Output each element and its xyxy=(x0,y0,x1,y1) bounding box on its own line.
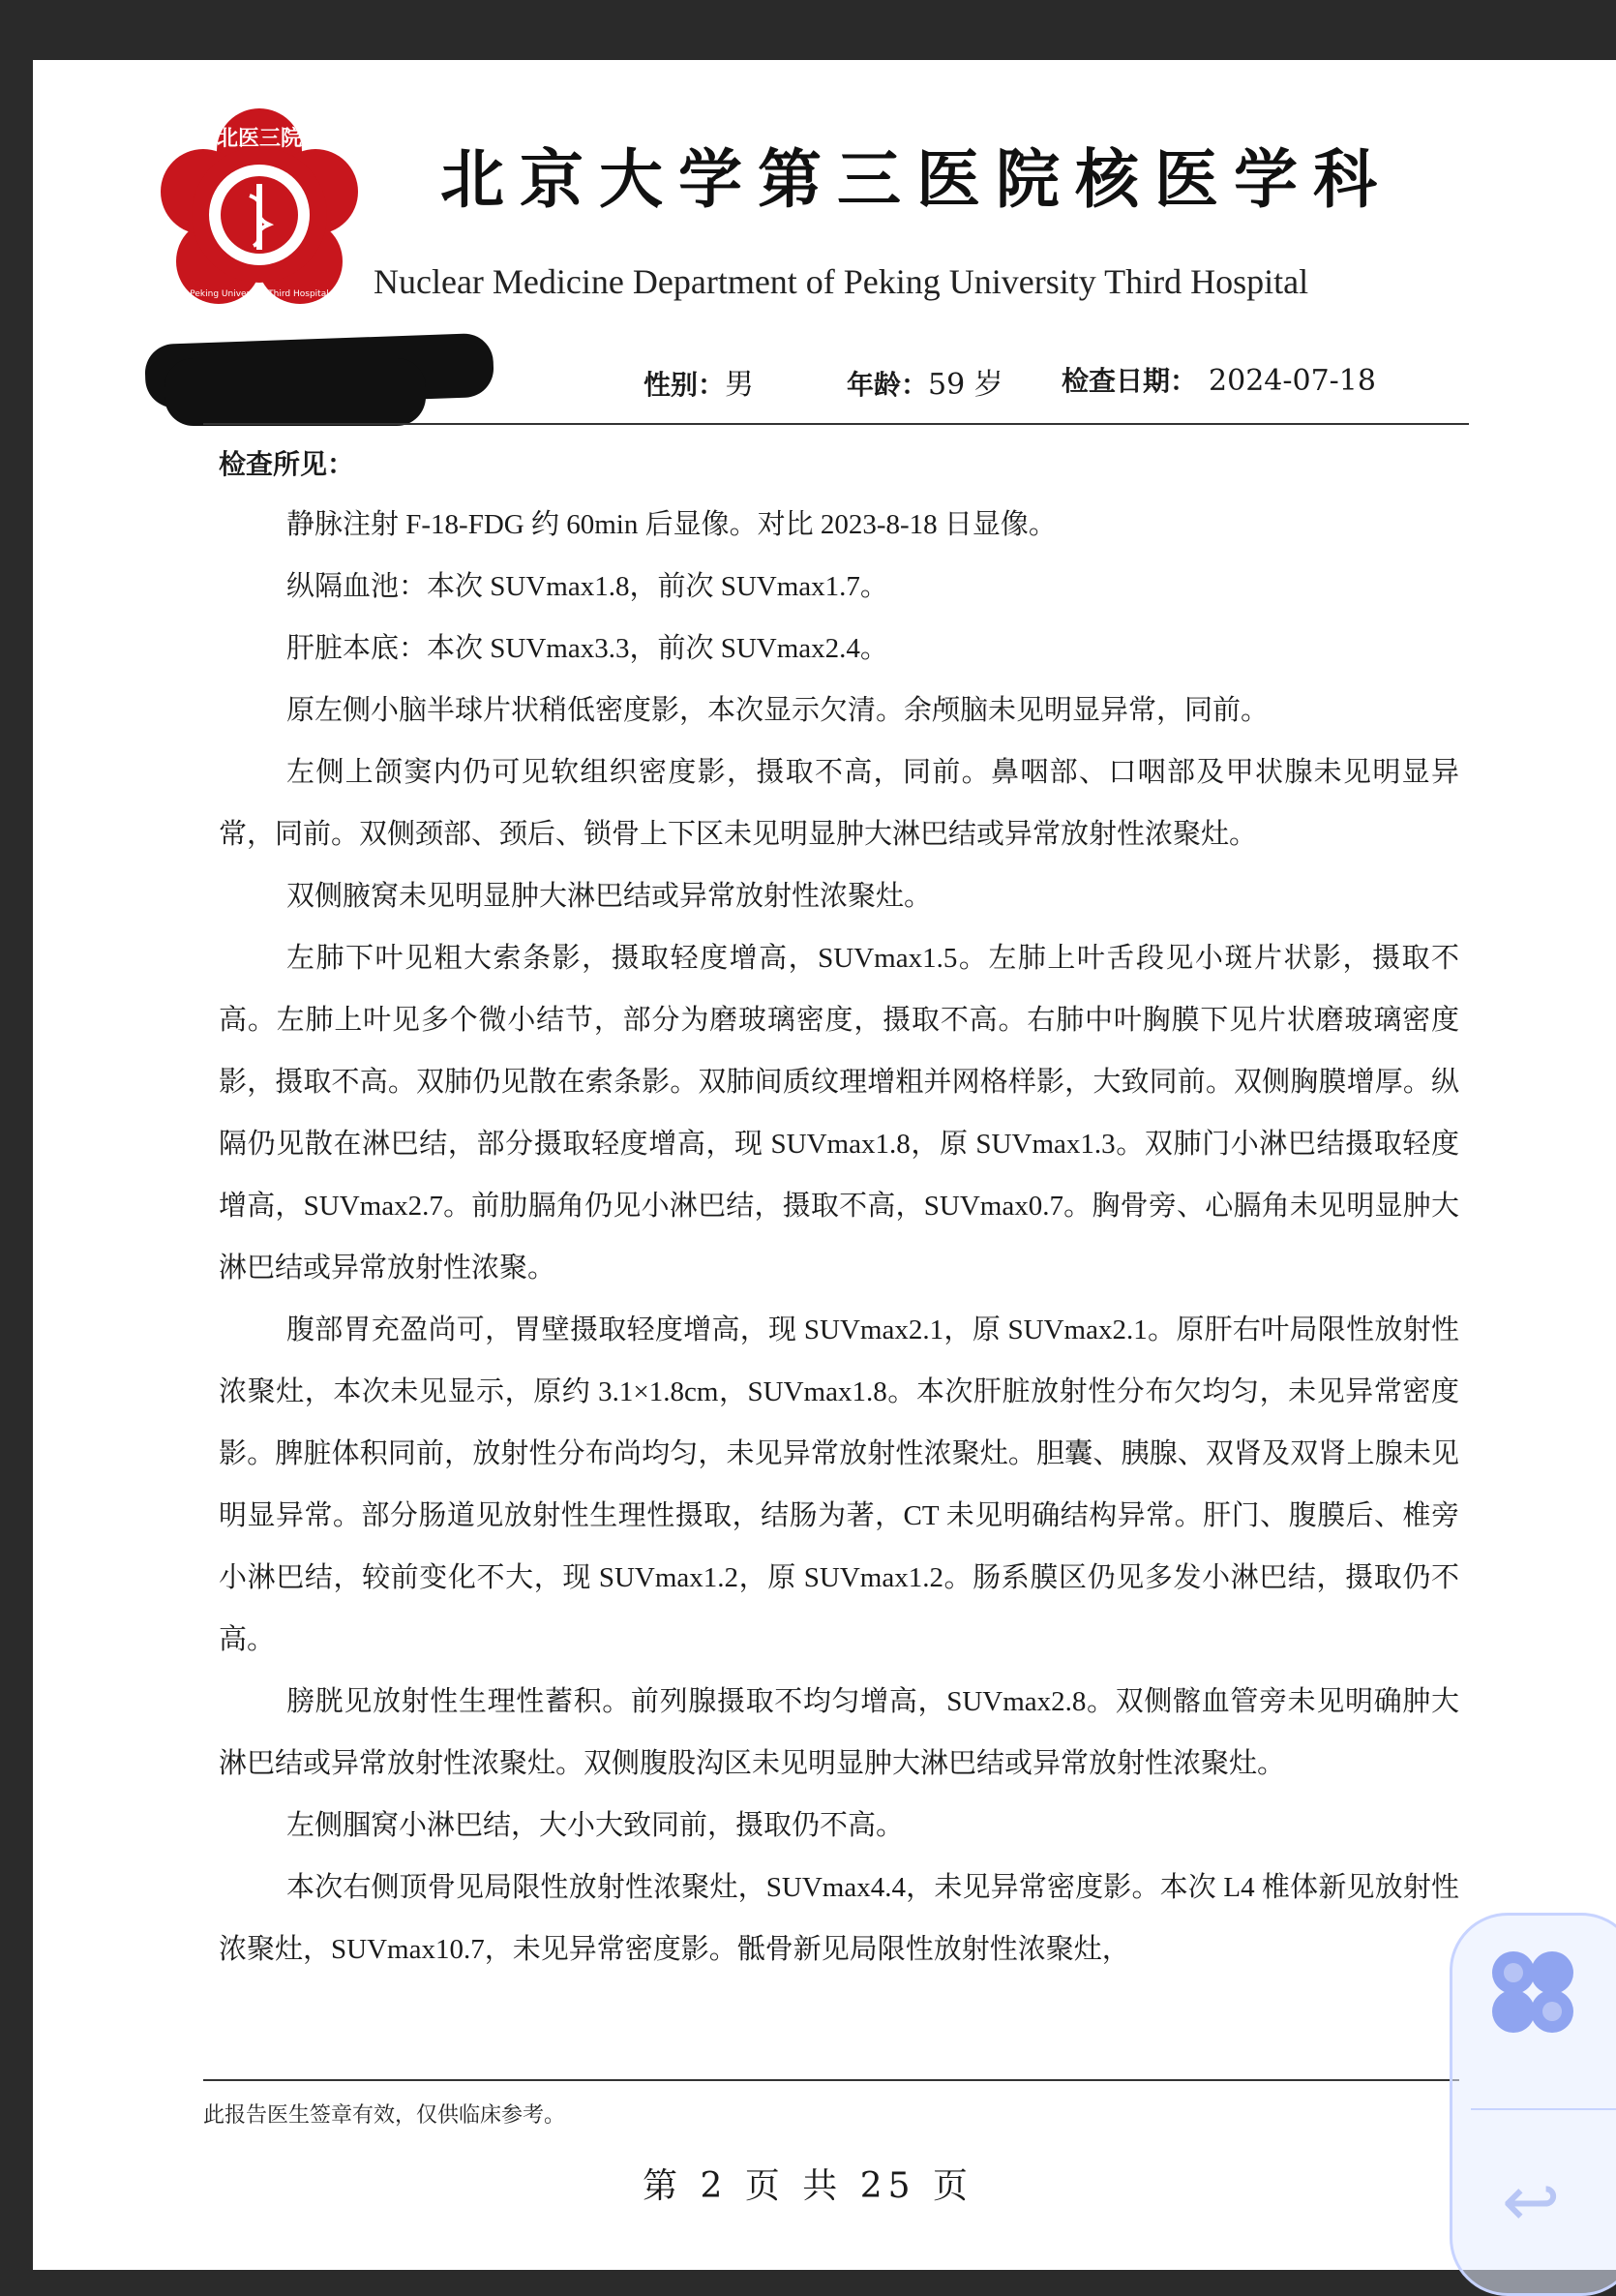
finding-paragraph: 肝脏本底：本次 SUVmax3.3，前次 SUVmax2.4。 xyxy=(286,633,888,664)
exam-date-label: 检查日期： xyxy=(1062,365,1198,397)
finding-paragraph: 双侧腋窝未见明显肿大淋巴结或异常放射性浓聚灶。 xyxy=(286,881,933,912)
svg-text:1958: 1958 xyxy=(248,303,271,313)
page-indicator: 第 2 页 共 25 页 xyxy=(643,2166,973,2206)
finding-paragraph: 纵隔血池：本次 SUVmax1.8，前次 SUVmax1.7。 xyxy=(286,571,888,602)
hospital-title-en: Nuclear Medicine Department of Peking University Third Hospital xyxy=(374,262,1309,301)
svg-text:北医三院: 北医三院 xyxy=(216,126,303,151)
toolbar-separator xyxy=(1471,2108,1616,2110)
findings-body xyxy=(219,494,1459,1980)
header-divider xyxy=(203,423,1469,425)
finding-paragraph: 腹部胃充盈尚可，胃壁摄取轻度增高，现 SUVmax2.1，原 SUVmax2.1。原肝右叶局限性放射性浓聚灶，本次未见显示，原约 3.1×1.8cm，SUVmax1.8。本次肝脏放射性分布欠均匀，未见异常密度影。脾脏体积同前，放射性分布尚均匀，未见异常放射性浓聚灶。胆囊、胰腺、双肾及双肾上腺未见明显异常。部分肠道见放射性生理性摄取，结肠为著，CT 未见明确结构异常。肝门、腹膜后、椎旁小淋巴结，较前变化不大，现 SUVmax1.2，原 SUVmax1.2。肠系膜区仍见多发小淋巴结，摄取仍不高。 xyxy=(219,1314,1459,1655)
age-label: 年龄： xyxy=(847,369,929,401)
gender-field xyxy=(643,360,754,403)
svg-text:Peking University Third Hospit: Peking University Third Hospital xyxy=(190,289,329,299)
finding-paragraph: 左侧上颌窦内仍可见软组织密度影，摄取不高，同前。鼻咽部、口咽部及甲状腺未见明显异常，同前。双侧颈部、颈后、锁骨上下区未见明显肿大淋巴结或异常放射性浓聚灶。 xyxy=(219,757,1459,850)
footer-note: 此报告医生签章有效，仅供临床参考。 xyxy=(203,2102,566,2127)
finding-paragraph: 左肺下叶见粗大索条影，摄取轻度增高，SUVmax1.5。左肺上叶舌段见小斑片状影，摄取不高。左肺上叶见多个微小结节，部分为磨玻璃密度，摄取不高。右肺中叶胸膜下见片状磨玻璃密度影，摄取不高。双肺仍见散在索条影。双肺间质纹理增粗并网格样影，大致同前。双侧胸膜增厚。纵隔仍见散在淋巴结，部分摄取轻度增高，现 SUVmax1.8，原 SUVmax1.3。双肺门小淋巴结摄取轻度增高，SUVmax2.7。前肋膈角仍见小淋巴结，摄取不高，SUVmax0.7。胸骨旁、心膈角未见明显肿大淋巴结或异常放射性浓聚。 xyxy=(219,943,1459,1284)
age-field xyxy=(847,360,1003,403)
footer-divider xyxy=(203,2079,1459,2081)
viewer-top-bar xyxy=(0,0,1616,60)
finding-paragraph: 左侧腘窝小淋巴结，大小大致同前，摄取仍不高。 xyxy=(286,1810,905,1841)
hospital-logo xyxy=(157,106,362,352)
gender-label: 性别： xyxy=(643,369,726,401)
exam-date-value: 2024-07-18 xyxy=(1209,364,1376,398)
clover-icon[interactable] xyxy=(1488,1948,1577,2037)
hospital-title-cn: 北京大学第三医院核医学科 xyxy=(440,141,1392,217)
age-value: 59 岁 xyxy=(928,368,1003,402)
section-title: 检查所见： xyxy=(219,448,355,480)
finding-paragraph: 静脉注射 F-18-FDG 约 60min 后显像。对比 2023-8-18 日显像。 xyxy=(286,509,1057,540)
finding-paragraph: 膀胱见放射性生理性蓄积。前列腺摄取不均匀增高，SUVmax2.8。双侧髂血管旁未见明确肿大淋巴结或异常放射性浓聚灶。双侧腹股沟区未见明显肿大淋巴结或异常放射性浓聚灶。 xyxy=(219,1686,1459,1779)
redaction-mark xyxy=(165,358,426,426)
finding-paragraph: 本次右侧顶骨见局限性放射性浓聚灶，SUVmax4.4，未见异常密度影。本次 L4 椎体新见放射性浓聚灶，SUVmax10.7，未见异常密度影。骶骨新见局限性放射性浓聚灶， xyxy=(219,1872,1459,1965)
exam-date-field xyxy=(1062,360,1376,399)
back-arrow-icon[interactable]: ↩ xyxy=(1502,2160,1561,2242)
finding-paragraph: 原左侧小脑半球片状稍低密度影，本次显示欠清。余颅脑未见明显异常，同前。 xyxy=(286,695,1270,726)
gender-value: 男 xyxy=(725,368,755,402)
